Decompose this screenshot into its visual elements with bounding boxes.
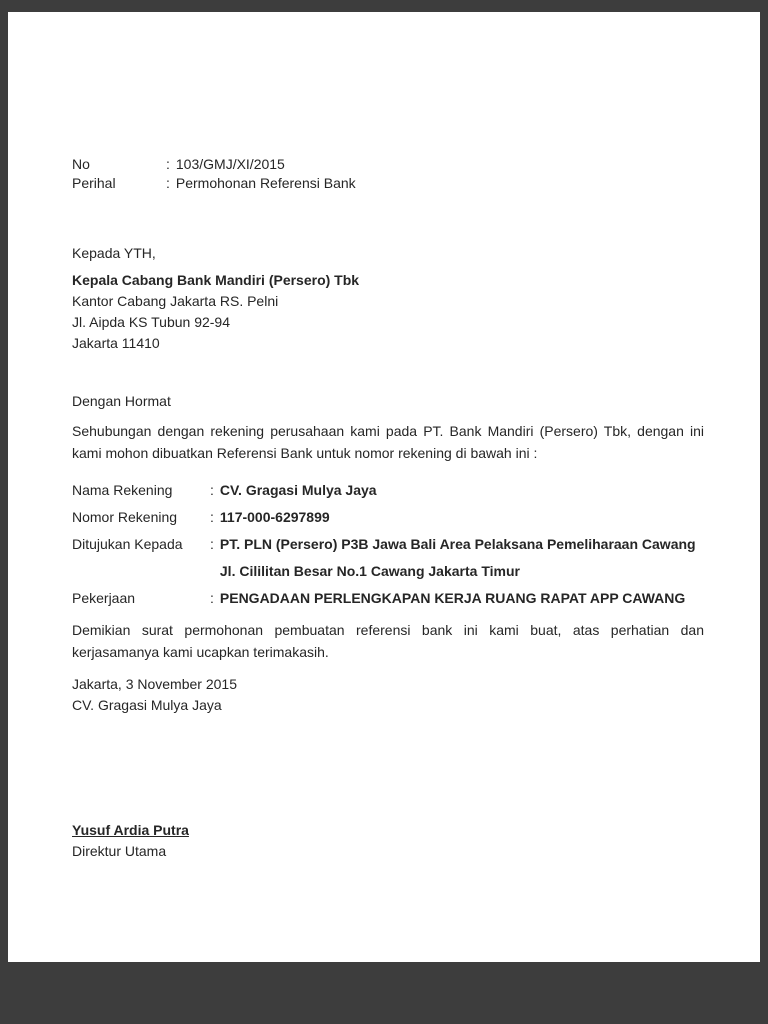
detail-value: PENGADAAN PERLENGKAPAN KERJA RUANG RAPAT APP CAWANG (219, 590, 686, 606)
letter-number-label: No (72, 156, 90, 172)
date-block (72, 674, 704, 716)
detail-row-addressed-to (72, 534, 704, 582)
recipient-address-line: Kantor Cabang Jakarta RS. Pelni (72, 293, 279, 309)
signatory-title: Direktur Utama (72, 843, 167, 859)
separator-colon: : (210, 536, 214, 552)
letter-number-row (72, 155, 704, 174)
recipient-block (72, 243, 704, 354)
detail-label: Nama Rekening (72, 482, 173, 498)
separator-colon: : (166, 175, 170, 191)
detail-value-group (220, 534, 696, 582)
opening-paragraph: Sehubungan dengan rekening perusahaan kami pada PT. Bank Mandiri (Persero) Tbk, dengan ini kami mohon dibuatkan Referensi Bank untuk nomor rekening di bawah ini : (72, 423, 704, 461)
company-line: CV. Gragasi Mulya Jaya (72, 697, 222, 713)
separator-colon: : (210, 509, 214, 525)
detail-label: Ditujukan Kepada (72, 536, 183, 552)
recipient-address-line: Jl. Aipda KS Tubun 92-94 (72, 314, 230, 330)
letter-content (8, 12, 760, 862)
detail-row-job (72, 588, 704, 609)
detail-value: PT. PLN (Persero) P3B Jawa Bali Area Pelaksana Pemeliharaan Cawang (219, 536, 696, 552)
letter-subject-value: Permohonan Referensi Bank (175, 175, 356, 191)
detail-value: CV. Gragasi Mulya Jaya (219, 482, 377, 498)
letter-subject-row (72, 174, 704, 193)
letter-header (72, 155, 704, 193)
details-block (72, 480, 704, 609)
detail-value-line2: Jl. Cililitan Besar No.1 Cawang Jakarta Timur (219, 563, 520, 579)
letter-page (8, 12, 760, 962)
recipient-address-line: Jakarta 11410 (72, 335, 160, 351)
signatory-name: Yusuf Ardia Putra (72, 822, 189, 838)
date-line: Jakarta, 3 November 2015 (72, 676, 237, 692)
letter-number-value: 103/GMJ/XI/2015 (175, 156, 285, 172)
separator-colon: : (210, 590, 214, 606)
letter-subject-label: Perihal (72, 175, 116, 191)
recipient-name: Kepala Cabang Bank Mandiri (Persero) Tbk (72, 272, 360, 288)
separator-colon: : (210, 482, 214, 498)
detail-label: Nomor Rekening (72, 509, 178, 525)
recipient-salutation: Kepada YTH, (72, 245, 156, 261)
detail-row-account-number (72, 507, 704, 528)
greeting: Dengan Hormat (72, 393, 171, 409)
detail-label: Pekerjaan (72, 590, 136, 606)
separator-colon: : (166, 156, 170, 172)
closing-paragraph: Demikian surat permohonan pembuatan referensi bank ini kami buat, atas perhatian dan kerjasamanya kami ucapkan terimakasih. (72, 622, 704, 660)
detail-row-account-name (72, 480, 704, 501)
detail-value: 117-000-6297899 (219, 509, 330, 525)
signature-block (72, 820, 704, 862)
